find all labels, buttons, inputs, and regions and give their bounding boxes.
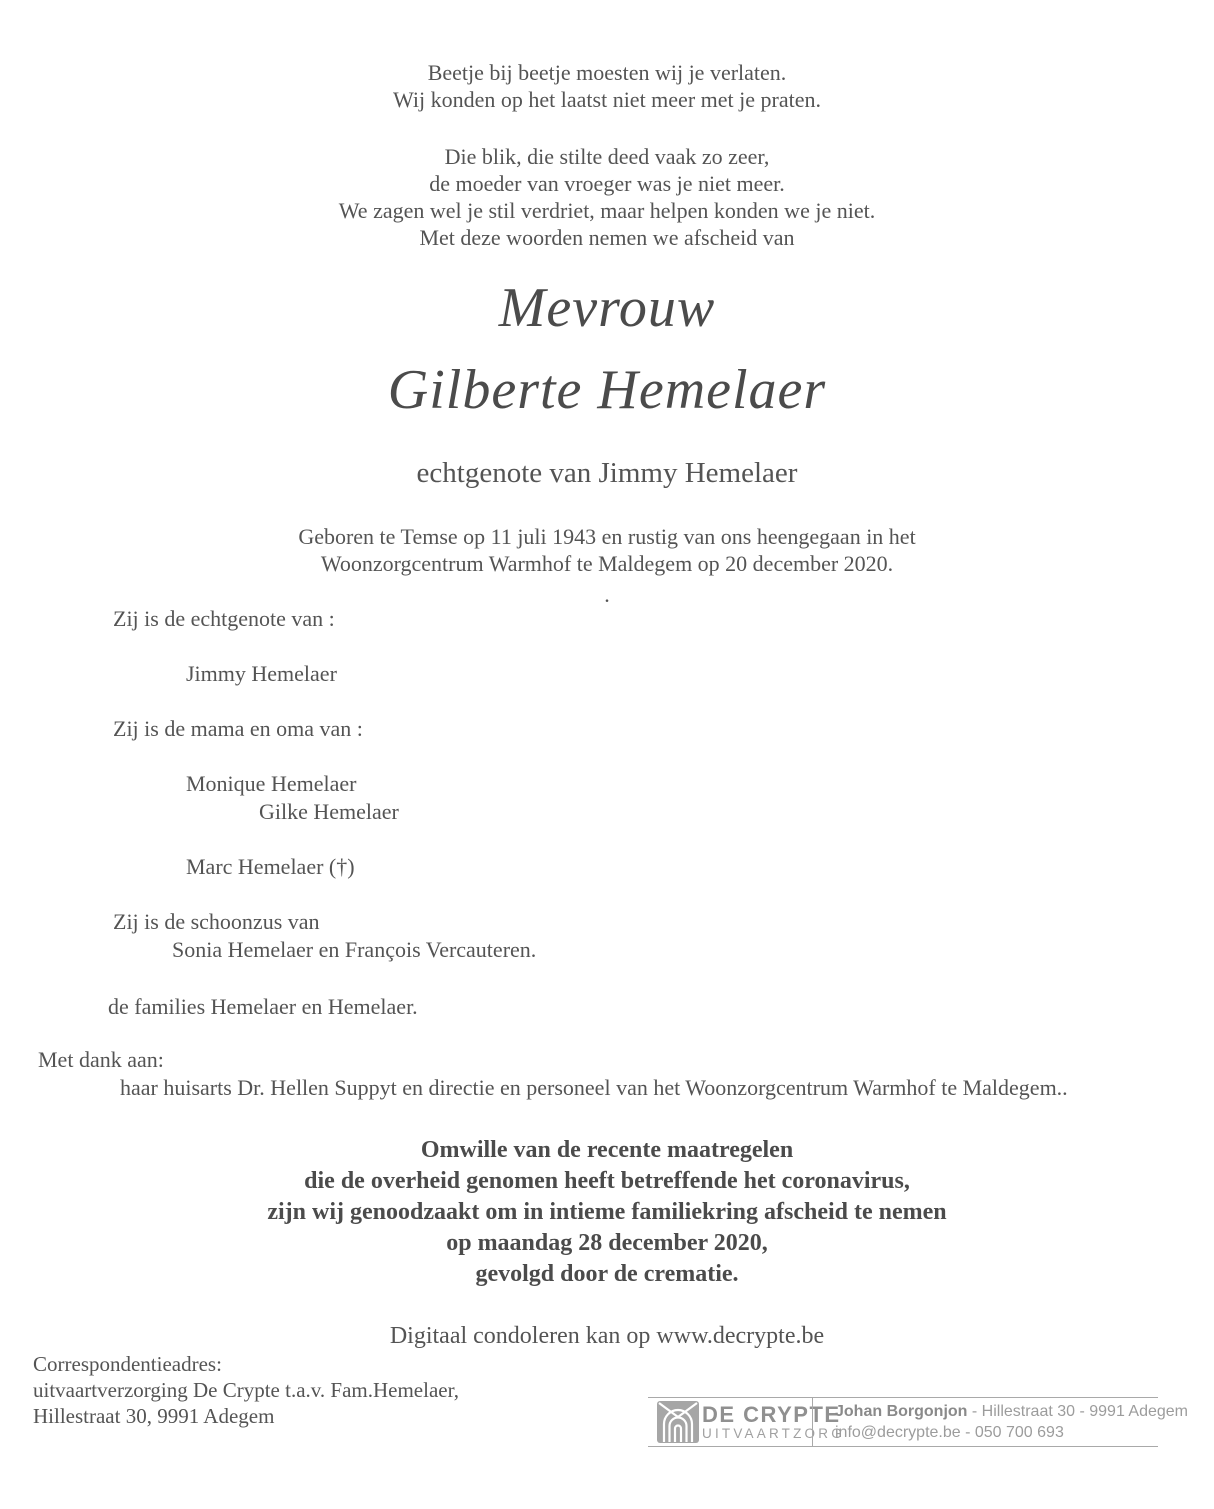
footer-contact: [812, 1398, 1188, 1446]
correspondence-address: [33, 1351, 459, 1429]
family-line: Gilke Hemelaer: [259, 799, 399, 824]
funeral-home-brand: [648, 1398, 845, 1446]
family-line: Zij is de schoonzus van: [113, 909, 320, 934]
funeral-home-footer: [648, 1397, 1188, 1447]
poem-stanza-1: [0, 59, 1214, 113]
poem-line: de moeder van vroeger was je niet meer.: [429, 171, 785, 196]
life-dates: [0, 523, 1214, 577]
life-dates-line: Woonzorgcentrum Warmhof te Maldegem op 20 december 2020.: [320, 551, 894, 576]
life-dates-line: Geboren te Temse op 11 juli 1943 en rustig van ons heengegaan in het: [298, 524, 916, 549]
footer-contact-line-1: [835, 1401, 1188, 1422]
family-line: Marc Hemelaer (†): [186, 854, 355, 879]
condolence-line: Digitaal condoleren kan op www.decrypte.be: [389, 1323, 825, 1349]
covid-notice-line: op maandag 28 december 2020,: [446, 1230, 768, 1256]
covid-notice-line: Omwille van de recente maatregelen: [420, 1137, 794, 1163]
thanks-body: haar huisarts Dr. Hellen Suppyt en directie en personeel van het Woonzorgcentrum Warmhof te Maldegem..: [120, 1075, 1068, 1100]
family-line: Monique Hemelaer: [186, 771, 357, 796]
correspondence-line: Hillestraat 30, 9991 Adegem: [33, 1404, 275, 1428]
covid-notice: [0, 1135, 1214, 1290]
poem-line: Wij konden op het laatst niet meer met je praten.: [393, 87, 821, 112]
family-line: Zij is de echtgenote van :: [113, 606, 335, 631]
footer-contact-line-2: info@decrypte.be - 050 700 693: [835, 1424, 1064, 1441]
poem-line: Die blik, die stilte deed vaak zo zeer,: [444, 144, 770, 169]
stray-dot: .: [604, 582, 610, 607]
correspondence-line: uitvaartverzorging De Crypte t.a.v. Fam.Hemelaer,: [33, 1378, 460, 1402]
family-line: Jimmy Hemelaer: [186, 661, 337, 686]
family-line: Zij is de mama en oma van :: [113, 716, 363, 741]
brand-name: DE CRYPTE: [702, 1401, 841, 1427]
spouse-line: echtgenote van Jimmy Hemelaer: [416, 457, 798, 489]
contact-address: - Hillestraat 30 - 9991 Adegem: [967, 1403, 1188, 1420]
poem-line: Met deze woorden nemen we afscheid van: [419, 225, 795, 250]
correspondence-line: Correspondentieadres:: [33, 1352, 222, 1376]
brand-subtitle: UITVAARTZORG: [702, 1425, 845, 1441]
covid-notice-line: gevolgd door de crematie.: [475, 1261, 739, 1287]
covid-notice-line: die de overheid genomen heeft betreffende het coronavirus,: [304, 1168, 910, 1194]
poem-line: We zagen wel je stil verdriet, maar helpen konden we je niet.: [338, 198, 876, 223]
poem-stanza-2: [0, 143, 1214, 251]
family-line: Sonia Hemelaer en François Vercauteren.: [172, 937, 537, 962]
deceased-name: Gilberte Hemelaer: [387, 359, 827, 421]
family-line: de families Hemelaer en Hemelaer.: [108, 994, 418, 1019]
covid-notice-line: zijn wij genoodzaakt om in intieme familiekring afscheid te nemen: [267, 1199, 947, 1225]
contact-name: Johan Borgonjon: [835, 1403, 968, 1420]
crypt-arches-icon: [657, 1401, 699, 1443]
deceased-salutation: Mevrouw: [498, 277, 716, 339]
thanks-heading: Met dank aan:: [38, 1047, 164, 1072]
poem-line: Beetje bij beetje moesten wij je verlaten.: [427, 60, 787, 85]
